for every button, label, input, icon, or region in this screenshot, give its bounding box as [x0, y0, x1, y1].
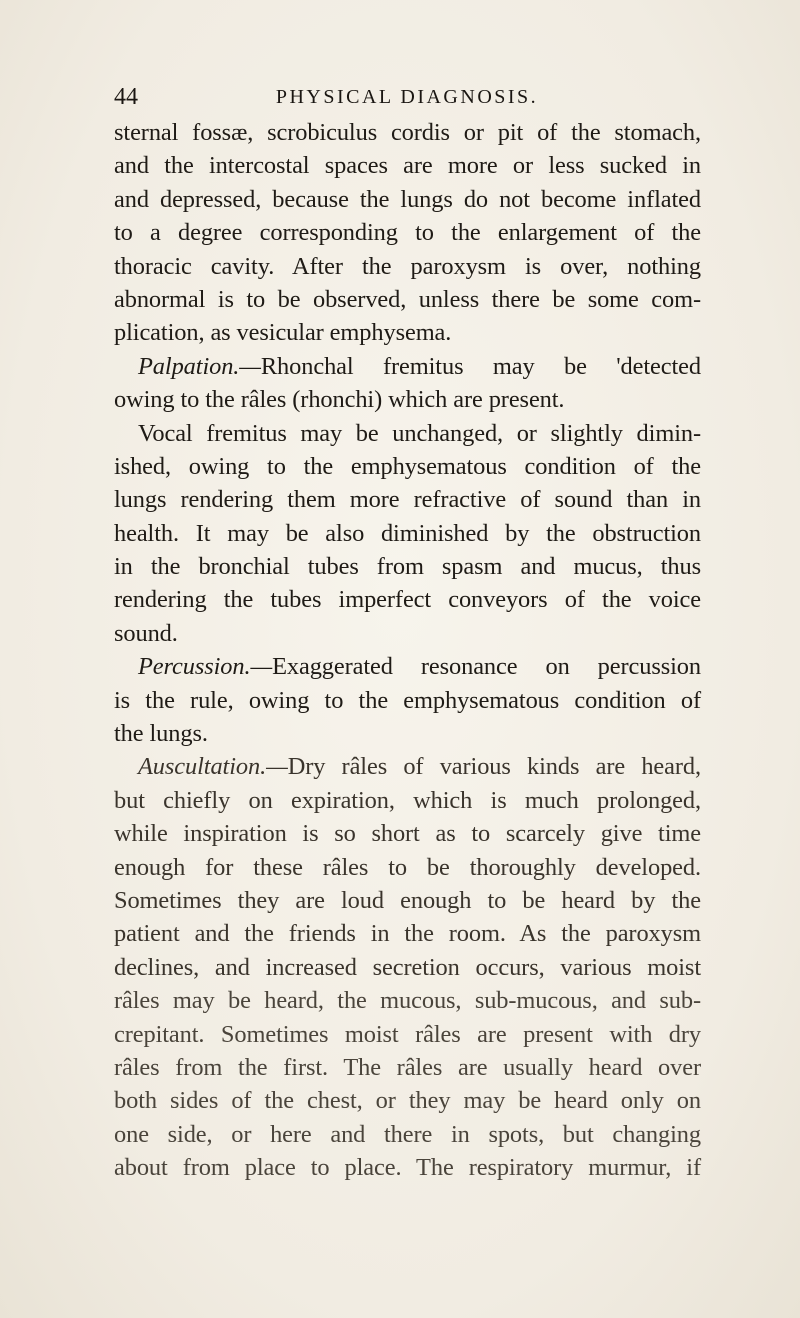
- text-line: râles may be heard, the mucous, sub-mucous, and sub-: [114, 987, 701, 1015]
- text-run: Exaggerated resonance on percussion: [272, 653, 701, 681]
- text-line: râles from the first. The râles are usually heard over: [114, 1053, 701, 1081]
- text-line: while inspiration is so short as to scarcely give time: [114, 820, 701, 848]
- running-head: PHYSICAL DIAGNOSIS.: [275, 86, 539, 108]
- text-line: Sometimes they are loud enough to be heard by the: [114, 886, 701, 914]
- text-line: Vocal fremitus may be unchanged, or slightly dimin-: [138, 419, 701, 447]
- page-number: 44: [114, 84, 138, 110]
- text-line: in the bronchial tubes from spasm and mucus, thus: [114, 553, 701, 581]
- heading-palpation: Palpation.—: [138, 352, 261, 380]
- text-run: Rhonchal fremitus may be 'detected: [260, 352, 701, 380]
- text-line: lungs rendering them more refractive of sound than in: [114, 486, 701, 514]
- text-line: rendering the tubes imperfect conveyors of the voice: [114, 586, 701, 614]
- text-line: enough for these râles to be thoroughly developed.: [114, 853, 701, 881]
- text-line: about from place to place. The respiratory murmur, if: [114, 1154, 701, 1182]
- text-line: owing to the râles (rhonchi) which are present.: [114, 386, 565, 414]
- body-text: [114, 116, 701, 1185]
- text-line: one side, or here and there in spots, but changing: [114, 1120, 701, 1148]
- paragraph-percussion: [114, 650, 701, 683]
- text-line: is the rule, owing to the emphysematous condition of: [114, 686, 701, 714]
- text-line: plication, as vesicular emphysema.: [114, 319, 452, 347]
- paragraph-palpation: [114, 350, 701, 383]
- text-line: the lungs.: [114, 720, 208, 748]
- text-line: ished, owing to the emphysematous condition of the: [114, 452, 701, 480]
- paragraph-auscultation: [114, 750, 701, 783]
- text-line: declines, and increased secretion occurs, various moist: [114, 953, 701, 981]
- text-line: crepitant. Sometimes moist râles are present with dry: [114, 1020, 701, 1048]
- text-line: but chiefly on expiration, which is much prolonged,: [114, 786, 701, 814]
- text-line: and the intercostal spaces are more or less sucked in: [114, 152, 701, 180]
- heading-auscultation: Auscultation.—: [138, 753, 288, 781]
- text-line: sound.: [114, 619, 178, 647]
- text-run: Dry râles of various kinds are heard,: [287, 753, 701, 781]
- page-header: [114, 82, 700, 112]
- heading-percussion: Percussion.—: [138, 653, 273, 681]
- text-line: abnormal is to be observed, unless there be some com-: [114, 285, 701, 313]
- text-line: and depressed, because the lungs do not become inflated: [114, 185, 701, 213]
- text-line: patient and the friends in the room. As the paroxysm: [114, 920, 701, 948]
- text-line: thoracic cavity. After the paroxysm is over, nothing: [114, 252, 701, 280]
- text-line: both sides of the chest, or they may be heard only on: [114, 1087, 701, 1115]
- text-line: to a degree corresponding to the enlargement of the: [114, 219, 701, 247]
- text-line: health. It may be also diminished by the obstruction: [114, 519, 701, 547]
- text-line: sternal fossæ, scrobiculus cordis or pit of the stomach,: [114, 119, 701, 146]
